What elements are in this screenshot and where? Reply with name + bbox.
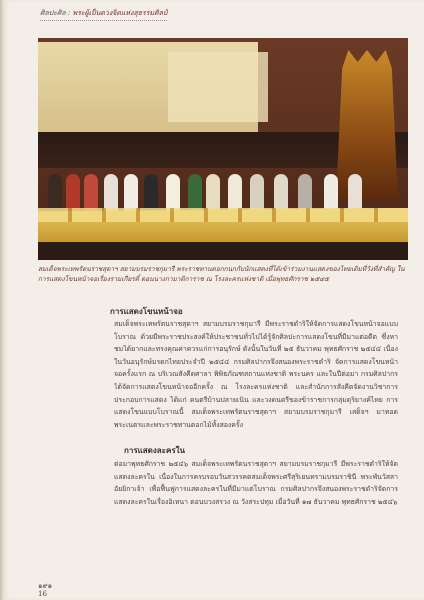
photo-people xyxy=(48,162,368,212)
person xyxy=(274,174,288,212)
page-number xyxy=(38,582,52,598)
person xyxy=(250,174,264,212)
person xyxy=(166,174,180,212)
photo-caption: สมเด็จพระเทพรัตนราชสุดาฯ สยามบรมราชกุมารี พระราชทานดอกกนกกับนักแสดงที่ได้เข้าร่วมงานแสดงของไทยเดิมที่วังที่สำคัญ ในการแสดงโขนหน้าจอเรื่องรามเกียรติ์ ตอนนางกามาติการาช ณ โรงละครแห่งชาติ เมื่อพุทธศักราช ๒๕๔๕ xyxy=(38,265,405,283)
person xyxy=(48,174,62,212)
person xyxy=(228,174,242,212)
person xyxy=(348,174,362,212)
header-prefix: ศิลปะศิล : xyxy=(40,9,71,17)
section-body-lakhon: ต่อมาพุทธศักราช ๒๕๔๖ สมเด็จพระเทพรัตนราชสุดาฯ สยามบรมราชกุมารี มีพระราชดำริให้จัดแสดงละครใน เนื่องในการครบรอบวันสวรรคตสมเด็จพระศรีสุริเยนทรามบรมราชินี พระพันวัสสาอัยยิกาเจ้า เพื่อฟื้นฟูการแสดงละครในที่มีมาแต่โบราณ กรมศิลปากรจึงสนองพระราชดำริจัดการแสดงละครในเรื่องอิเหนา ตอนบวงสรวง ณ วังสระปทุม เมื่อวันที่ ๑๗ ธันวาคม พุทธศักราช ๒๕๔๖ xyxy=(114,460,398,506)
photo-screen-glow xyxy=(168,52,268,122)
running-header xyxy=(40,8,167,21)
person xyxy=(188,174,202,212)
photo-table-drape xyxy=(38,208,408,222)
person xyxy=(84,174,98,212)
page-number-thai: ๑๙๑ xyxy=(38,582,53,590)
person xyxy=(298,174,312,212)
section-heading-lakhon: การแสดงละครใน xyxy=(124,446,185,455)
section-body-khon: สมเด็จพระเทพรัตนราชสุดาฯ สยามบรมราชกุมารี มีพระราชดำริให้จัดการแสดงโขนหน้าจอแบบโบราณ ด้วยมีพระราชประสงค์ให้ประชาชนทั่วไปได้รู้จักศิลปะการแสดงโขนที่มีมาแต่อดีต ซึ่งหาชมได้ยากและทรงคุณค่าควรแก่การอนุรักษ์ ดังนั้นในวันที่ ๒๕ ธันวาคม พุทธศักราช ๒๕๔๔ เนื่องในวันอนุรักษ์มรดกไทยประจำปี ๒๕๔๔ กรมศิลปากรจึงสนองพระราชดำริ จัดการแสดงโขนหน้าจอครั้งแรก ณ บริเวณสังคีตศาลา พิพิธภัณฑสถานแห่งชาติ พระนคร และในปีต่อมา กรมศิลปากรได้จัดการแสดงโขนหน้าจออีกครั้ง ณ โรงละครแห่งชาติ และสำนักการสังคีตจัดงานวิชาการประกอบการแสดง ได้แก่ ดนตรีบ้านปลายเนิน และวงดนตรีของข้าราชการกลุ่มดุริยางค์ไทย การแสดงโขนแบบโบราณนี้ สมเด็จพระเทพรัตนราชสุดาฯ สยามบรมราชกุมารี เสด็จฯ มาทอดพระเนตรและพระราชทานดอกไม้ทั้งสองครั้ง xyxy=(114,320,398,429)
header-title: พระผู้เป็นดวงจิตแห่งสุธรรมศิลป์ xyxy=(72,9,168,17)
page-number-arabic: 16 xyxy=(38,590,47,598)
person xyxy=(206,174,220,212)
person xyxy=(104,174,118,212)
person xyxy=(144,174,158,212)
person xyxy=(324,174,338,212)
stage-photo xyxy=(38,38,408,260)
photo-floor xyxy=(38,242,408,260)
person xyxy=(124,174,138,212)
section-heading-khon: การแสดงโขนหน้าจอ xyxy=(110,307,183,316)
page-spine xyxy=(0,0,5,600)
person xyxy=(66,174,80,212)
